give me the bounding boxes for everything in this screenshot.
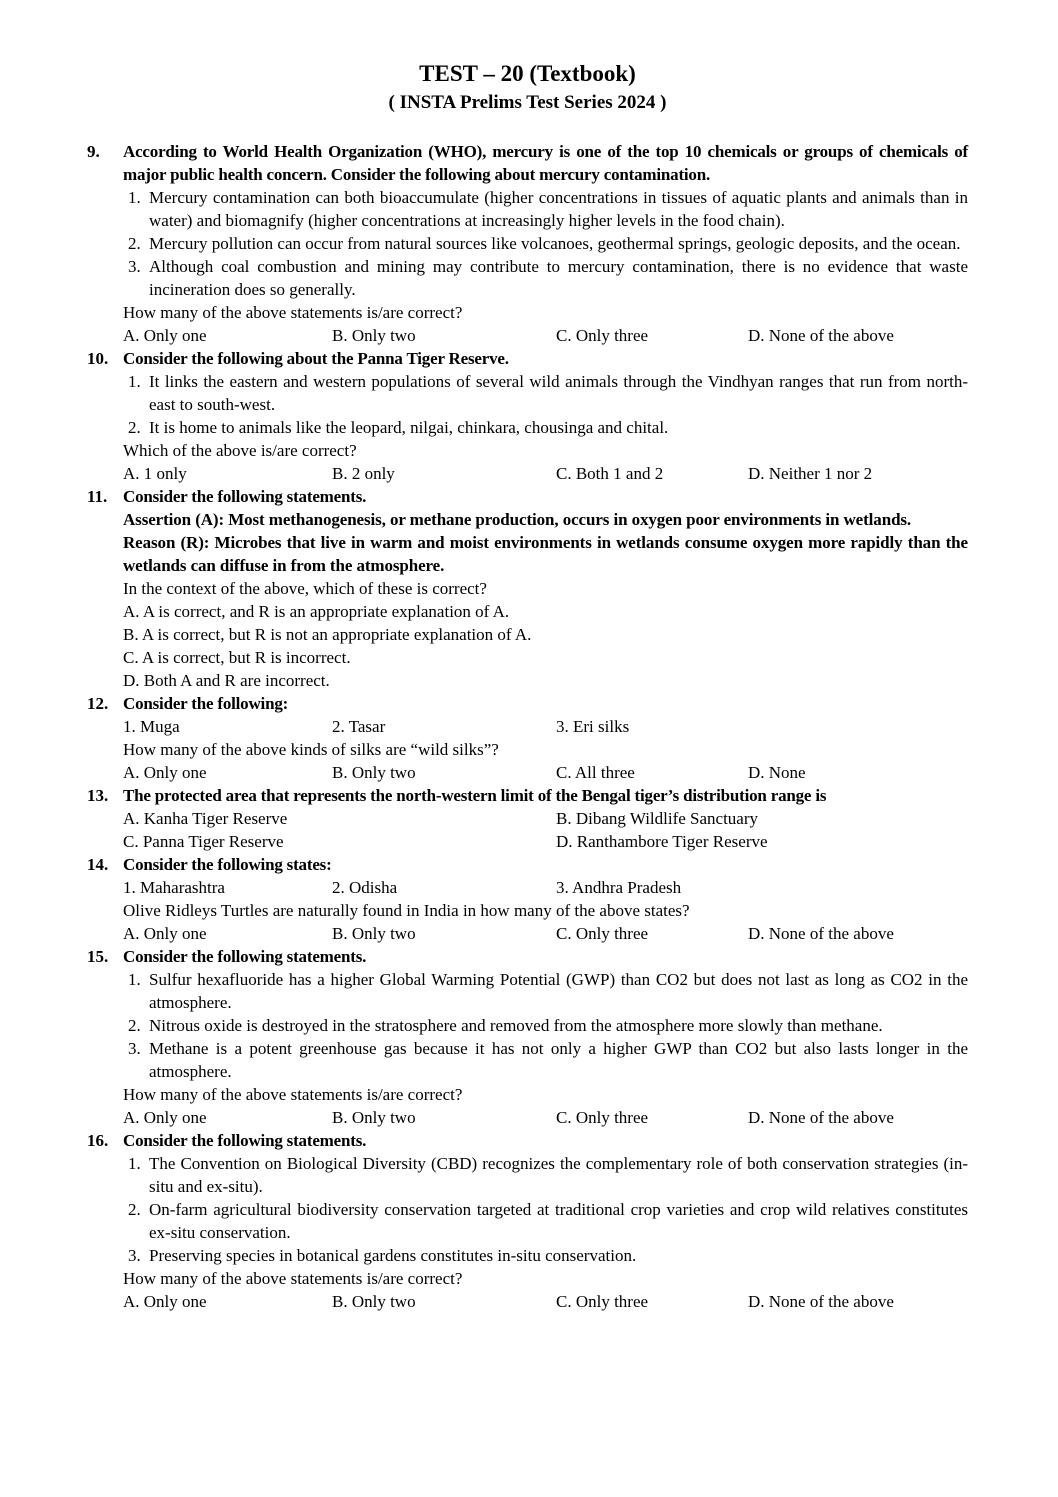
question-heading: Consider the following: — [123, 694, 289, 713]
list-item: 1. Maharashtra — [123, 878, 225, 897]
assertion-reason-line: Assertion (A): Most methanogenesis, or methane production, occurs in oxygen poor environments in wetlands. — [123, 510, 912, 529]
statement-number: 3. — [128, 257, 141, 276]
question-number: 10. — [87, 349, 109, 368]
options-grid — [123, 1106, 968, 1129]
list-item: 3. Andhra Pradesh — [556, 878, 682, 897]
statement-text: It is home to animals like the leopard, nilgai, chinkara, chousinga and chital. — [149, 418, 669, 437]
assertion-reason-line: Reason (R): Microbes that live in warm and moist environments in wetlands consume oxygen more rapidly than the wetlands can diffuse in from the atmosphere. — [123, 533, 968, 575]
option: D. None — [748, 763, 806, 782]
statement-text: Although coal combustion and mining may contribute to mercury contamination, there is no evidence that waste incineration does so generally. — [149, 257, 968, 299]
statement-number: 2. — [128, 1200, 141, 1219]
statement-number: 1. — [128, 188, 141, 207]
statement-number: 1. — [128, 1154, 141, 1173]
option: D. None of the above — [748, 924, 894, 943]
question-13 — [87, 784, 968, 853]
statement-text: Sulfur hexafluoride has a higher Global Warming Potential (GWP) than CO2 but does not last as long as CO2 in the atmosphere. — [149, 970, 968, 1012]
question-prompt: Which of the above is/are correct? — [123, 441, 357, 460]
option: D. None of the above — [748, 1292, 894, 1311]
option: C. Only three — [556, 1292, 649, 1311]
question-prompt: How many of the above kinds of silks are “wild silks”? — [123, 740, 499, 759]
question-14 — [87, 853, 968, 945]
statement-number: 2. — [128, 234, 141, 253]
option: C. Only three — [556, 924, 649, 943]
option: C. Panna Tiger Reserve — [123, 832, 284, 851]
question-number: 15. — [87, 947, 109, 966]
statement-text: On-farm agricultural biodiversity conservation targeted at traditional crop varieties and crop wild relatives constitutes ex-situ conservation. — [149, 1200, 968, 1242]
option: D. None of the above — [748, 326, 894, 345]
options-grid — [123, 761, 968, 784]
option: D. Ranthambore Tiger Reserve — [556, 832, 768, 851]
option: B. 2 only — [332, 464, 395, 483]
statement — [128, 1037, 968, 1083]
option: A. Only one — [123, 924, 207, 943]
option: A. Kanha Tiger Reserve — [123, 809, 288, 828]
question-number: 16. — [87, 1131, 109, 1150]
option: C. Only three — [556, 326, 649, 345]
statement — [128, 968, 968, 1014]
statement — [128, 186, 968, 232]
statement-text: Nitrous oxide is destroyed in the stratosphere and removed from the atmosphere more slowly than methane. — [149, 1016, 883, 1035]
statement-text: Methane is a potent greenhouse gas because it has not only a higher GWP than CO2 but also lasts longer in the atmosphere. — [149, 1039, 968, 1081]
option: B. Only two — [332, 924, 416, 943]
statement — [128, 1014, 968, 1037]
question-12 — [87, 692, 968, 784]
list-item: 2. Odisha — [332, 878, 398, 897]
question-prompt: How many of the above statements is/are correct? — [123, 1269, 463, 1288]
list-item: 1. Muga — [123, 717, 180, 736]
statement — [128, 232, 968, 255]
statement-text: The Convention on Biological Diversity (CBD) recognizes the complementary role of both conservation strategies (in-situ and ex-situ). — [149, 1154, 968, 1196]
statement-number: 3. — [128, 1246, 141, 1265]
option: A. Only one — [123, 326, 207, 345]
question-10 — [87, 347, 968, 485]
page-header — [87, 58, 968, 116]
statement-number: 1. — [128, 970, 141, 989]
statement — [128, 1152, 968, 1198]
statement — [128, 1198, 968, 1244]
option: A. A is correct, and R is an appropriate explanation of A. — [123, 602, 510, 621]
statement — [128, 370, 968, 416]
options-grid — [123, 1290, 968, 1313]
question-prompt: How many of the above statements is/are correct? — [123, 303, 463, 322]
option: D. Both A and R are incorrect. — [123, 671, 330, 690]
statement-number: 2. — [128, 1016, 141, 1035]
option: B. Only two — [332, 326, 416, 345]
option: C. Both 1 and 2 — [556, 464, 664, 483]
inline-list — [123, 876, 968, 899]
statement-text: It links the eastern and western populations of several wild animals through the Vindhyan ranges that run from north-east to south-west. — [149, 372, 968, 414]
option: B. Only two — [332, 763, 416, 782]
option: A. Only one — [123, 763, 207, 782]
question-prompt: In the context of the above, which of these is correct? — [123, 579, 487, 598]
page-title: TEST – 20 (Textbook) — [419, 61, 636, 86]
option: C. Only three — [556, 1108, 649, 1127]
question-heading: Consider the following statements. — [123, 487, 367, 506]
statement — [128, 1244, 968, 1267]
inline-list — [123, 715, 968, 738]
question-number: 14. — [87, 855, 109, 874]
question-heading: According to World Health Organization (WHO), mercury is one of the top 10 chemicals or groups of chemicals of major public health concern. Consider the following about mercury contamination. — [123, 142, 968, 184]
question-16 — [87, 1129, 968, 1313]
option: C. All three — [556, 763, 635, 782]
question-prompt: Olive Ridleys Turtles are naturally found in India in how many of the above states? — [123, 901, 690, 920]
question-heading: Consider the following about the Panna Tiger Reserve. — [123, 349, 509, 368]
question-heading: Consider the following statements. — [123, 947, 367, 966]
option: C. A is correct, but R is incorrect. — [123, 648, 351, 667]
statement-text: Mercury contamination can both bioaccumulate (higher concentrations in tissues of aquatic plants and animals than in water) and biomagnify (higher concentrations at increasingly higher levels in the food chain). — [149, 188, 968, 230]
statement-text: Preserving species in botanical gardens constitutes in-situ conservation. — [149, 1246, 637, 1265]
question-heading: The protected area that represents the north-western limit of the Bengal tiger’s distribution range is — [123, 786, 827, 805]
question-number: 13. — [87, 786, 109, 805]
question-number: 12. — [87, 694, 109, 713]
statement-number: 2. — [128, 418, 141, 437]
option: A. 1 only — [123, 464, 187, 483]
options-grid — [123, 324, 968, 347]
statement — [128, 255, 968, 301]
options-grid — [123, 462, 968, 485]
option: D. None of the above — [748, 1108, 894, 1127]
option: D. Neither 1 nor 2 — [748, 464, 873, 483]
question-heading: Consider the following statements. — [123, 1131, 367, 1150]
question-heading: Consider the following states: — [123, 855, 332, 874]
questions-list — [87, 140, 968, 1313]
question-number: 11. — [87, 487, 108, 506]
option: A. Only one — [123, 1108, 207, 1127]
list-item: 3. Eri silks — [556, 717, 630, 736]
statement-number: 1. — [128, 372, 141, 391]
statement — [128, 416, 968, 439]
option: B. A is correct, but R is not an appropriate explanation of A. — [123, 625, 532, 644]
question-9 — [87, 140, 968, 347]
question-number: 9. — [87, 142, 100, 161]
option: B. Dibang Wildlife Sanctuary — [556, 809, 759, 828]
list-item: 2. Tasar — [332, 717, 386, 736]
question-15 — [87, 945, 968, 1129]
question-11 — [87, 485, 968, 692]
option: A. Only one — [123, 1292, 207, 1311]
question-prompt: How many of the above statements is/are correct? — [123, 1085, 463, 1104]
options-grid — [123, 922, 968, 945]
options-grid — [123, 807, 968, 853]
page-subtitle: ( INSTA Prelims Test Series 2024 ) — [388, 92, 667, 113]
option: B. Only two — [332, 1292, 416, 1311]
option: B. Only two — [332, 1108, 416, 1127]
statement-number: 3. — [128, 1039, 141, 1058]
statement-text: Mercury pollution can occur from natural sources like volcanoes, geothermal springs, geologic deposits, and the ocean. — [149, 234, 961, 253]
